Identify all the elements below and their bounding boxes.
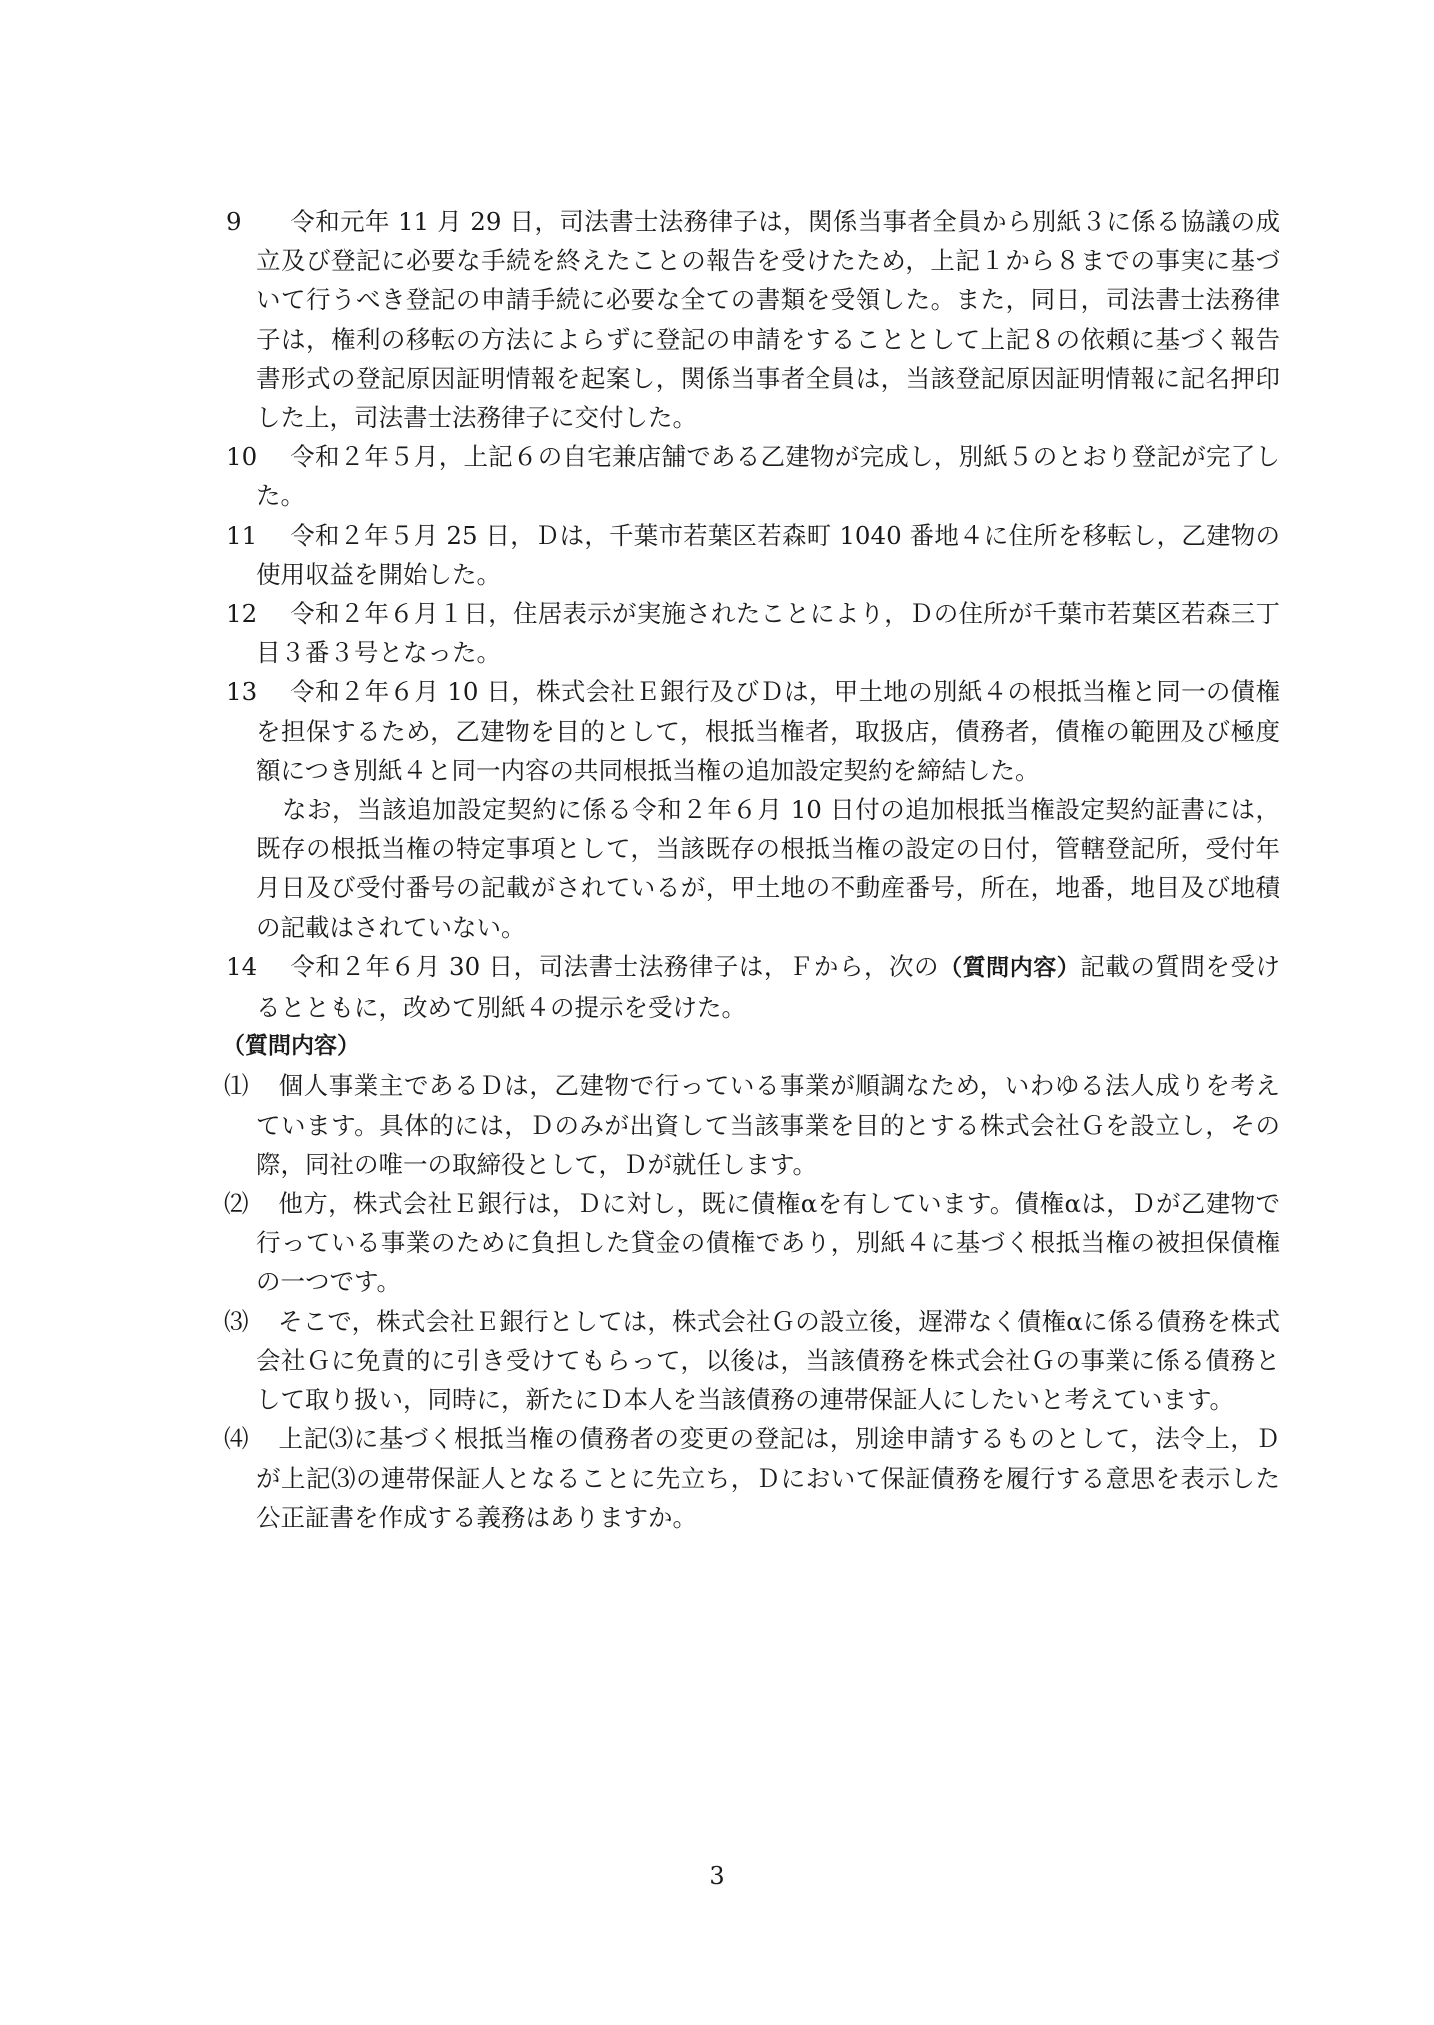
- question-item: [226, 1184, 1280, 1302]
- item-number: 13: [226, 677, 258, 707]
- question-item: [226, 1419, 1280, 1537]
- list-item: [226, 202, 1280, 437]
- list-item: [226, 437, 1280, 515]
- question-number: ⑵: [224, 1189, 249, 1219]
- list-item: [226, 672, 1280, 790]
- item-number: 11: [226, 520, 258, 550]
- list-item: [226, 947, 1280, 1027]
- question-number: ⑴: [224, 1071, 249, 1101]
- question-text: そこで，株式会社Ｅ銀行としては，株式会社Ｇの設立後，遅滞なく債権αに係る債務を株式会社Ｇに免責的に引き受けてもらって，以後は，当該債務を株式会社Ｇの事業に係る債務として取り扱い，同時に，新たにＤ本人を当該債務の連帯保証人にしたいと考えています。: [256, 1306, 1280, 1415]
- item-text-after: 記載の質問を受けるとともに，改めて別紙４の提示を受けた。: [256, 951, 1280, 1023]
- item-text: 令和元年 11 月 29 日，司法書士法務律子は，関係当事者全員から別紙３に係る協議の成立及び登記に必要な手続を終えたことの報告を受けたため，上記１から８までの事実に基づいて行うべき登記の申請手続に必要な全ての書類を受領した。また，同日，司法書士法務律子は，権利の移転の方法によらずに登記の申請をすることとして上記８の依頼に基づく報告書形式の登記原因証明情報を起案し，関係当事者全員は，当該登記原因証明情報に記名押印した上，司法書士法務律子に交付した。: [256, 207, 1280, 433]
- item-number: 14: [226, 951, 258, 981]
- question-number: ⑷: [224, 1424, 249, 1454]
- question-text: 個人事業主であるＤは，乙建物で行っている事業が順調なため，いわゆる法人成りを考えています。具体的には，Ｄのみが出資して当該事業を目的とする株式会社Ｇを設立し，その際，同社の唯一の取締役として，Ｄが就任します。: [256, 1071, 1280, 1179]
- item-text-before: 令和２年６月 30 日，司法書士法務律子は，Ｆから，次の: [290, 951, 940, 981]
- item-number: 12: [226, 599, 258, 629]
- item-text: 令和２年５月，上記６の自宅兼店舗である乙建物が完成し，別紙５のとおり登記が完了した。: [256, 442, 1280, 511]
- item-text: 令和２年６月１日，住居表示が実施されたことにより，Ｄの住所が千葉市若葉区若森三丁目３番３号となった。: [256, 599, 1280, 668]
- item-number: 10: [226, 442, 258, 472]
- item-text-bold: （質問内容）: [939, 954, 1081, 981]
- question-item: [226, 1066, 1280, 1184]
- document-body: [222, 202, 1280, 1537]
- list-item: [226, 594, 1280, 672]
- page-number: 3: [709, 1862, 725, 1890]
- question-heading: （質問内容）: [222, 1033, 360, 1060]
- item-text: 令和２年５月 25 日，Ｄは，千葉市若葉区若森町 1040 番地４に住所を移転し，乙建物の使用収益を開始した。: [256, 520, 1280, 589]
- question-text: 上記⑶に基づく根抵当権の債務者の変更の登記は，別途申請するものとして，法令上，Ｄが上記⑶の連帯保証人となることに先立ち，Ｄにおいて保証債務を履行する意思を表示した公正証書を作成する義務はありますか。: [256, 1424, 1280, 1532]
- item-text: 令和２年６月 10 日，株式会社Ｅ銀行及びＤは，甲土地の別紙４の根抵当権と同一の債権を担保するため，乙建物を目的として，根抵当権者，取扱店，債務者，債権の範囲及び極度額につき別紙４と同一内容の共同根抵当権の追加設定契約を締結した。: [256, 677, 1280, 785]
- question-number: ⑶: [224, 1306, 249, 1336]
- list-item: [226, 516, 1280, 594]
- item-number: 9: [226, 207, 242, 236]
- item-note: なお，当該追加設定契約に係る令和２年６月 10 日付の追加根抵当権設定契約証書には，既存の根抵当権の特定事項として，当該既存の根抵当権の設定の日付，管轄登記所，受付年月日及び受付番号の記載がされているが，甲土地の不動産番号，所在，地番，地目及び地積の記載はされていない。: [256, 795, 1280, 942]
- question-item: [226, 1302, 1280, 1420]
- question-text: 他方，株式会社Ｅ銀行は，Ｄに対し，既に債権αを有しています。債権αは，Ｄが乙建物で行っている事業のために負担した貸金の債権であり，別紙４に基づく根抵当権の被担保債権の一つです。: [256, 1189, 1280, 1297]
